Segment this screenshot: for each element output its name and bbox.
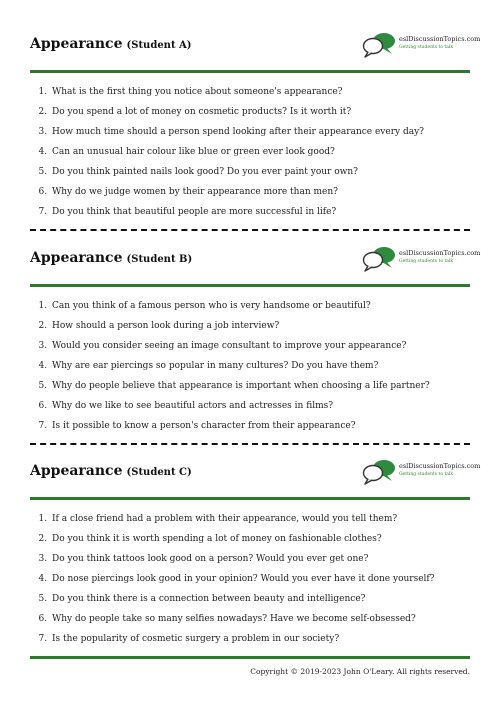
question-item: 7. Do you think that beautiful people are more successful in life? <box>50 202 470 222</box>
section-student-b <box>30 244 481 436</box>
question-item: 1. Can you think of a famous person who is very handsome or beautiful? <box>50 296 470 316</box>
cut-line <box>30 229 470 231</box>
section-divider <box>30 284 470 287</box>
section-header <box>30 457 481 497</box>
question-item: 6. Why do we judge women by their appearance more than men? <box>50 182 470 202</box>
section-title <box>30 36 192 52</box>
question-item: 7. Is it possible to know a person's character from their appearance? <box>50 416 470 436</box>
logo-tagline: Getting students to talk <box>399 259 454 264</box>
speech-bubbles-icon <box>362 246 396 272</box>
logo-site-name: eslDiscussionTopics.com <box>399 249 481 257</box>
section-header <box>30 30 481 70</box>
question-item: 3. How much time should a person spend looking after their appearance every day? <box>50 122 470 142</box>
question-item: 4. Do nose piercings look good in your opinion? Would you ever have it done yourself? <box>50 569 470 589</box>
logo-site-name: eslDiscussionTopics.com <box>399 462 481 470</box>
question-item: 1. What is the first thing you notice about someone's appearance? <box>50 82 470 102</box>
logo-tagline: Getting students to talk <box>399 472 454 477</box>
speech-bubbles-icon <box>362 32 396 58</box>
question-item: 7. Is the popularity of cosmetic surgery a problem in our society? <box>50 629 470 649</box>
footer-divider <box>30 656 470 659</box>
question-item: 4. Why are ear piercings so popular in many cultures? Do you have them? <box>50 356 470 376</box>
section-divider <box>30 497 470 500</box>
question-item: 5. Do you think there is a connection between beauty and intelligence? <box>50 589 470 609</box>
student-label: (Student B) <box>126 254 193 265</box>
logo-site-name: eslDiscussionTopics.com <box>399 35 481 43</box>
question-item: 5. Why do people believe that appearance is important when choosing a life partner? <box>50 376 470 396</box>
question-item: 6. Why do we like to see beautiful actors and actresses in films? <box>50 396 470 416</box>
section-student-a <box>30 30 481 222</box>
section-student-c <box>30 457 481 649</box>
question-list <box>30 82 470 222</box>
student-label: (Student A) <box>126 40 192 51</box>
speech-bubbles-icon <box>362 459 396 485</box>
site-logo <box>362 244 481 276</box>
question-item: 6. Why do people take so many selfies nowadays? Have we become self-obsessed? <box>50 609 470 629</box>
section-header <box>30 244 481 284</box>
section-title <box>30 463 192 479</box>
question-item: 2. How should a person look during a job interview? <box>50 316 470 336</box>
copyright-notice: Copyright © 2019-2023 John O'Leary. All rights reserved. <box>250 667 470 676</box>
question-item: 2. Do you think it is worth spending a lot of money on fashionable clothes? <box>50 529 470 549</box>
title-text: Appearance <box>30 36 123 52</box>
title-text: Appearance <box>30 463 123 479</box>
question-item: 3. Do you think tattoos look good on a person? Would you ever get one? <box>50 549 470 569</box>
question-item: 3. Would you consider seeing an image consultant to improve your appearance? <box>50 336 470 356</box>
question-item: 5. Do you think painted nails look good? Do you ever paint your own? <box>50 162 470 182</box>
site-logo <box>362 457 481 489</box>
logo-tagline: Getting students to talk <box>399 45 454 50</box>
site-logo <box>362 30 481 62</box>
question-item: 2. Do you spend a lot of money on cosmetic products? Is it worth it? <box>50 102 470 122</box>
question-list <box>30 509 470 649</box>
cut-line <box>30 443 470 445</box>
question-list <box>30 296 470 436</box>
section-divider <box>30 70 470 73</box>
section-title <box>30 250 192 266</box>
question-item: 1. If a close friend had a problem with their appearance, would you tell them? <box>50 509 470 529</box>
student-label: (Student C) <box>126 467 192 478</box>
title-text: Appearance <box>30 250 123 266</box>
question-item: 4. Can an unusual hair colour like blue or green ever look good? <box>50 142 470 162</box>
